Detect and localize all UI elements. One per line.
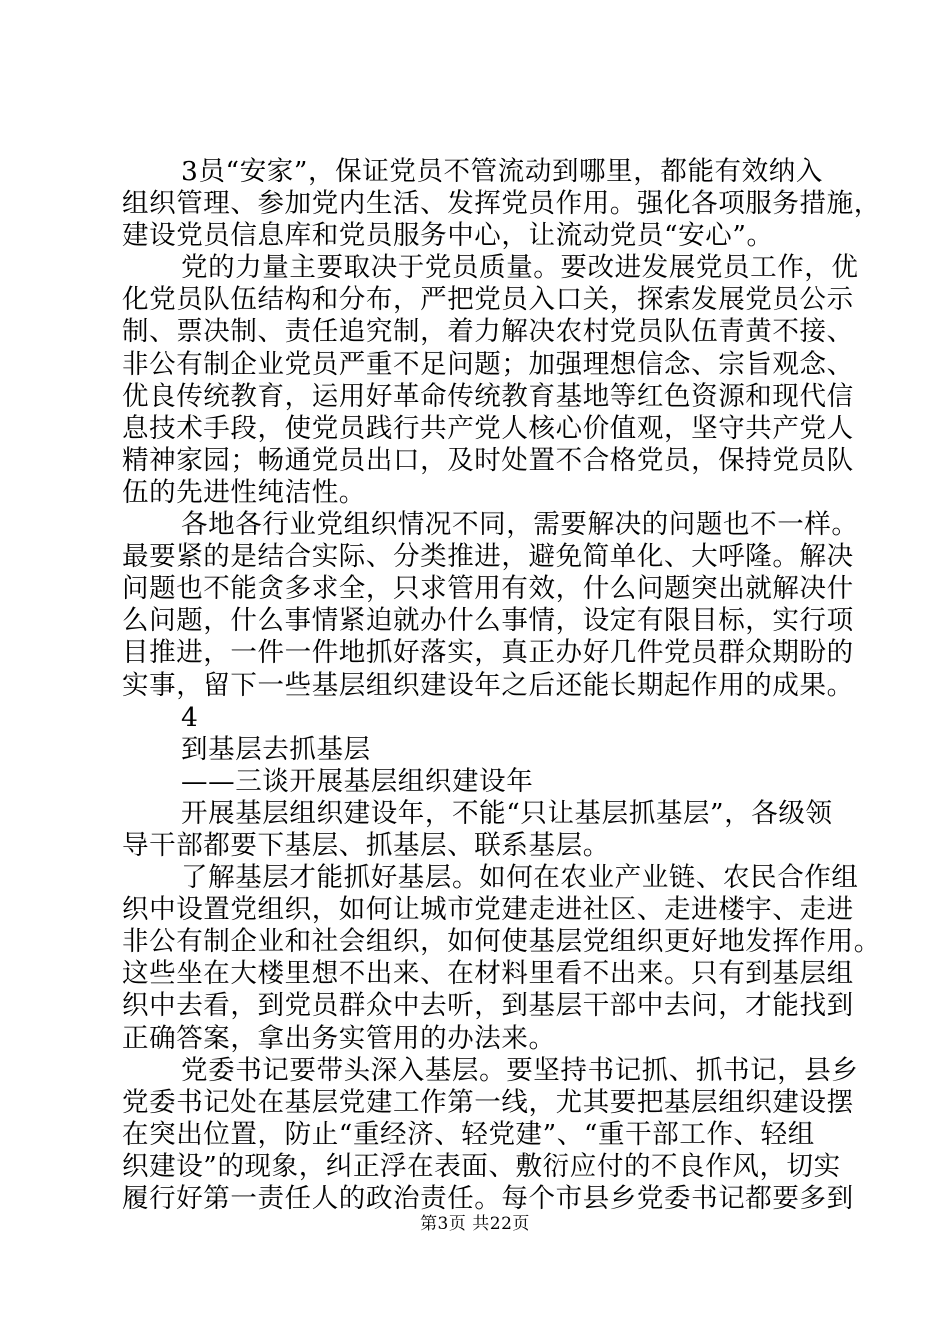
paragraph-line: 最要紧的是结合实际、分类推进，避免简单化、大呼隆。解决 <box>122 541 854 573</box>
paragraph-line: 党委书记要带头深入基层。要坚持书记抓、抓书记，县乡 <box>181 1054 859 1086</box>
paragraph-line: 优良传统教育，运用好革命传统教育基地等红色资源和现代信 <box>122 380 854 412</box>
page-number-footer: 第3页 共22页 <box>420 1214 530 1234</box>
paragraph-line: 了解基层才能抓好基层。如何在农业产业链、农民合作组 <box>181 862 859 894</box>
article-title: 到基层去抓基层 <box>181 733 371 765</box>
paragraph-line: 建设党员信息库和党员服务中心，让流动党员“安心”。 <box>122 220 774 252</box>
paragraph-line: 精神家园；畅通党员出口，及时处置不合格党员，保持党员队 <box>122 444 854 476</box>
paragraph-line: 伍的先进性纯洁性。 <box>122 476 366 508</box>
paragraph-line: 织中去看，到党员群众中去听，到基层干部中去问，才能找到 <box>122 990 854 1022</box>
paragraph-line: 导干部都要下基层、抓基层、联系基层。 <box>122 829 610 861</box>
paragraph-line: 问题也不能贪多求全，只求管用有效，什么问题突出就解决什 <box>122 573 854 605</box>
paragraph-line: 在突出位置，防止“重经济、轻党建”、“重干部工作、轻组 <box>122 1118 815 1150</box>
paragraph-line: 开展基层组织建设年，不能“只让基层抓基层”，各级领 <box>181 797 833 829</box>
paragraph-line: 各地各行业党组织情况不同，需要解决的问题也不一样。 <box>181 509 859 541</box>
paragraph-line: 实事，留下一些基层组织建设年之后还能长期起作用的成果。 <box>122 669 854 701</box>
paragraph-line: 党委书记处在基层党建工作第一线，尤其要把基层组织建设摆 <box>122 1086 854 1118</box>
paragraph-line: 织中设置党组织，如何让城市党建走进社区、走进楼宇、走进 <box>122 894 854 926</box>
paragraph-line: 制、票决制、责任追究制，着力解决农村党员队伍青黄不接、 <box>122 316 854 348</box>
article-subtitle: ——三谈开展基层组织建设年 <box>181 765 534 797</box>
section-number: 4 <box>181 701 199 733</box>
paragraph-line: 这些坐在大楼里想不出来、在材料里看不出来。只有到基层组 <box>122 958 854 990</box>
paragraph-line: 3员“安家”，保证党员不管流动到哪里，都能有效纳入 <box>181 156 823 187</box>
paragraph-line: 目推进，一件一件地抓好落实，真正办好几件党员群众期盼的 <box>122 637 854 669</box>
paragraph-line: 非公有制企业党员严重不足问题；加强理想信念、宗旨观念、 <box>122 348 854 380</box>
paragraph-line: 非公有制企业和社会组织，如何使基层党组织更好地发挥作用。 <box>122 926 881 958</box>
document-body <box>122 156 881 1215</box>
paragraph-line: 化党员队伍结构和分布，严把党员入口关，探索发展党员公示 <box>122 284 854 316</box>
paragraph-line: 党的力量主要取决于党员质量。要改进发展党员工作，优 <box>181 252 859 284</box>
paragraph-line: 织建设”的现象，纠正浮在表面、敷衍应付的不良作风，切实 <box>122 1150 841 1182</box>
paragraph-line: 息技术手段，使党员践行共产党人核心价值观，坚守共产党人 <box>122 412 854 444</box>
paragraph-line: 么问题，什么事情紧迫就办什么事情，设定有限目标，实行项 <box>122 605 854 637</box>
paragraph-line: 组织管理、参加党内生活、发挥党员作用。强化各项服务措施， <box>122 188 881 220</box>
paragraph-line: 正确答案，拿出务实管用的办法来。 <box>122 1022 556 1054</box>
paragraph-line: 履行好第一责任人的政治责任。每个市县乡党委书记都要多到 <box>122 1183 854 1214</box>
